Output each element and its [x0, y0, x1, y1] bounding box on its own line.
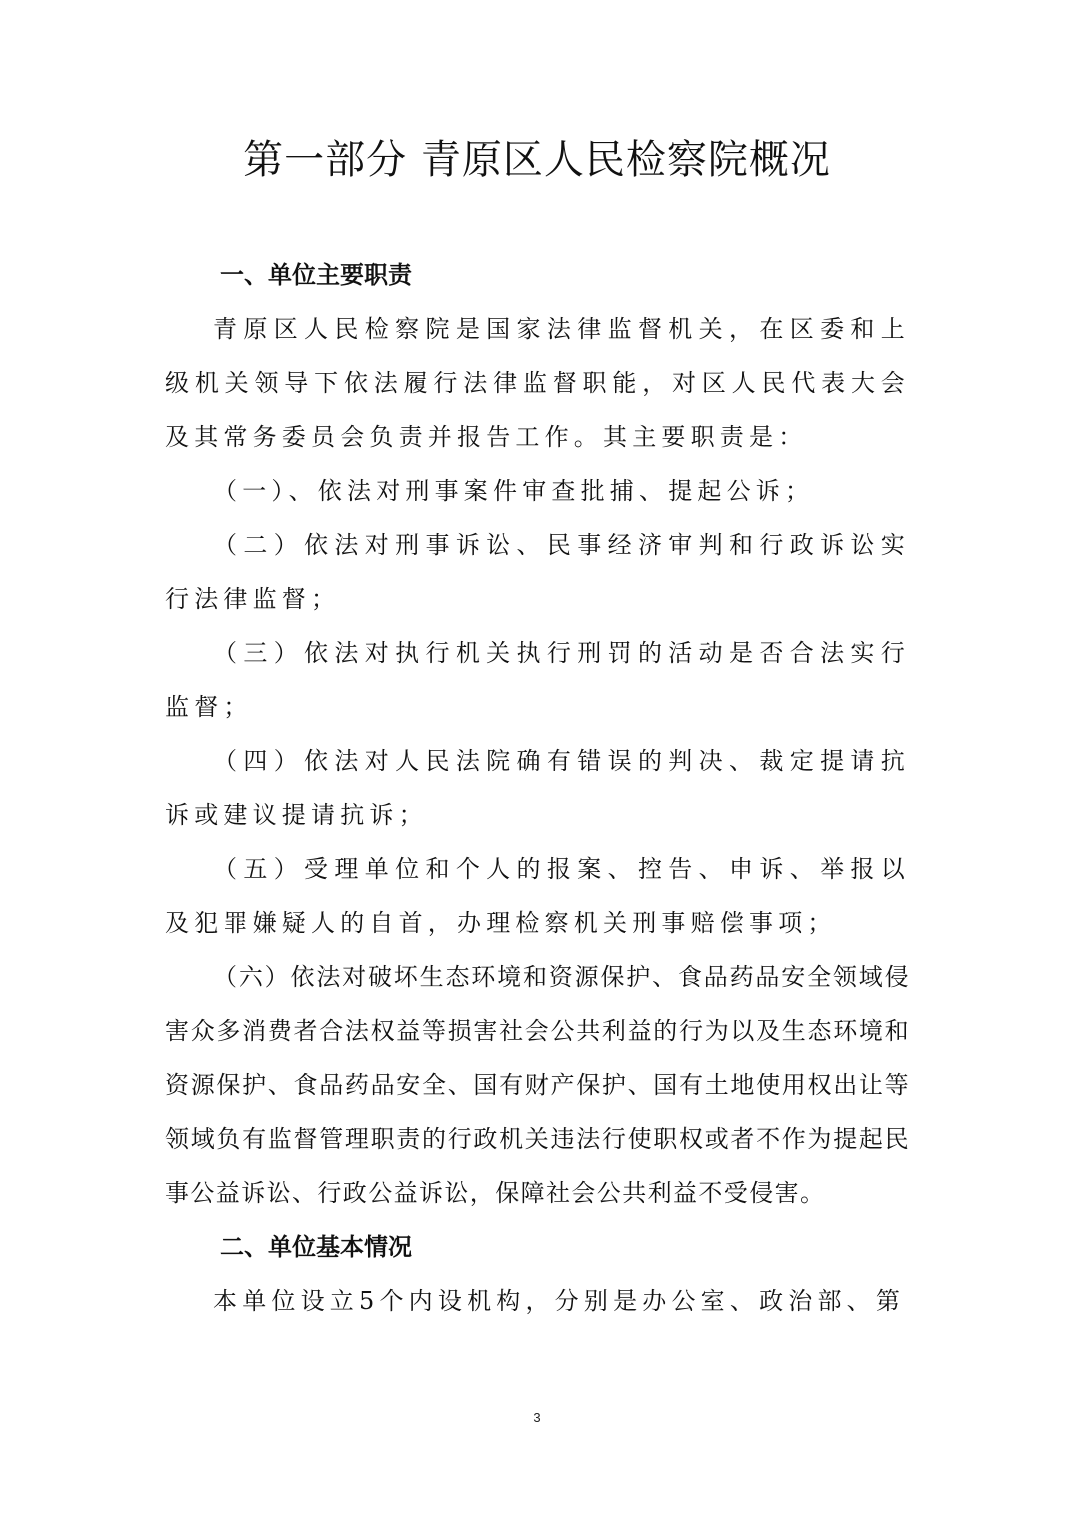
- basic-info-paragraph: 本单位设立5个内设机构，分别是办公室、政治部、第: [213, 1287, 906, 1315]
- document-body: [165, 248, 910, 1328]
- duty-item-3: （三）依法对执行机关执行刑罚的活动是否合法实行监督；: [165, 639, 910, 721]
- section-heading-basic-info: 二、单位基本情况: [220, 1233, 412, 1261]
- page-title: 第一部分 青原区人民检察院概况: [243, 137, 831, 183]
- duty-item-1: （一）、依法对刑事案件审查批捕、提起公诉；: [213, 477, 815, 505]
- duty-item-5: （五）受理单位和个人的报案、控告、申诉、举报以及犯罪嫌疑人的自首，办理检察机关刑事赔偿事项；: [165, 855, 910, 937]
- section-heading-duties: 一、单位主要职责: [220, 261, 412, 289]
- duty-item-4: （四）依法对人民法院确有错误的判决、裁定提请抗诉或建议提请抗诉；: [165, 747, 910, 829]
- duty-item-2: （二）依法对刑事诉讼、民事经济审判和行政诉讼实行法律监督；: [165, 531, 910, 613]
- page-number: 3: [533, 1410, 541, 1425]
- intro-paragraph: 青原区人民检察院是国家法律监督机关，在区委和上级机关领导下依法履行法律监督职能，对区人民代表大会及其常务委员会负责并报告工作。其主要职责是：: [165, 315, 910, 451]
- duty-item-6: （六）依法对破坏生态环境和资源保护、食品药品安全领域侵害众多消费者合法权益等损害社会公共利益的行为以及生态环境和资源保护、食品药品安全、国有财产保护、国有土地使用权出让等领域负有监督管理职责的行政机关违法行使职权或者不作为提起民事公益诉讼、行政公益诉讼，保障社会公共利益不受侵害。: [165, 963, 910, 1207]
